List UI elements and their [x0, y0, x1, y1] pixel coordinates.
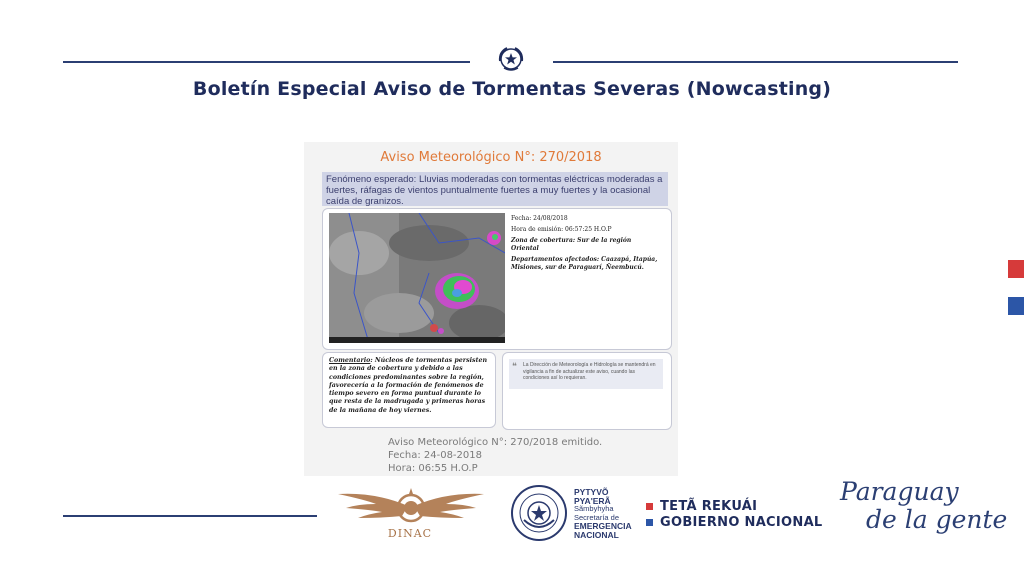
bulletin-departamentos: Departamentos afectados: Caazapá, Itapúa, Misiones, sur de Paraguarí, Ñeembucú.	[511, 256, 658, 271]
header-rule-right	[553, 61, 958, 63]
gobierno-nacional-text: GOBIERNO NACIONAL	[660, 515, 823, 530]
bulletin-footer-line2: Fecha: 24-08-2018	[388, 450, 482, 461]
header-rule-left	[63, 61, 470, 63]
satellite-map	[329, 213, 505, 343]
sen-line2: PYA'ERÃ	[574, 495, 611, 506]
sen-line1: PYTYVÕ	[574, 487, 609, 497]
bulletin-footer-line1: Aviso Meteorológico N°: 270/2018 emitido.	[388, 437, 603, 448]
quote-icon: ❝	[512, 361, 517, 371]
bulletin-note: La Dirección de Meteorología e Hidrología se mantendrá en vigilancia a fin de actualizar este aviso, cuando las condiciones así lo requieran.	[509, 359, 663, 389]
bulletin-hora-emision: Hora de emisión: 06:57:25 H.O.P	[511, 226, 612, 233]
bulletin-comment-text: : Núcleos de tormentas persisten en la zona de cobertura y debido a las condiciones predominantes sobre la región, favorecería a la formación de fenómenos de tiempo severo en forma puntual durante lo que resta de la madrugada y primeras horas de la mañana de hoy viernes.	[329, 357, 488, 414]
bulletin-footer	[388, 436, 602, 475]
sen-line6: NACIONAL	[574, 529, 619, 540]
sen-line5: EMERGENCIA	[574, 521, 632, 532]
bulletin-main-panel	[322, 208, 672, 350]
bulletin-zona: Zona de cobertura: Sur de la región Oriental	[511, 237, 632, 252]
bulletin-info	[511, 215, 661, 275]
footer-rule-left	[63, 515, 317, 517]
red-square-icon	[646, 503, 653, 510]
paraguay-line2: de la gente	[866, 505, 1008, 534]
bulletin-image	[304, 142, 678, 476]
star-seal-icon	[496, 44, 526, 74]
dinac-text: DINAC	[387, 527, 433, 540]
page-title: Boletín Especial Aviso de Tormentas Severas (Nowcasting)	[192, 78, 832, 100]
bulletin-comment	[322, 352, 496, 428]
paraguay-line1: Paraguay	[840, 477, 959, 506]
bulletin-fenomeno: Fenómeno esperado: Lluvias moderadas con tormentas eléctricas moderadas a fuertes, ráfagas de vientos puntualmente fuertes a muy fuertes y la ocasional caída de granizos.	[322, 172, 668, 206]
bulletin-footer-line3: Hora: 06:55 H.O.P	[388, 463, 478, 474]
blue-square-icon	[646, 519, 653, 526]
side-marker-red	[1008, 260, 1024, 278]
bulletin-fecha: Fecha: 24/08/2018	[511, 215, 568, 222]
bulletin-comment-label: Comentario	[329, 357, 371, 364]
sen-text	[574, 488, 644, 540]
republic-seal-icon	[510, 484, 568, 542]
sen-line3: Sãmbyhyha	[574, 504, 614, 514]
paraguay-de-la-gente-logo	[840, 478, 1007, 534]
teta-rekuai-text: TETÃ REKUÁI	[660, 499, 758, 514]
bulletin-note-panel	[502, 352, 672, 430]
sen-line4: Secretaría de	[574, 512, 620, 522]
side-marker-blue	[1008, 297, 1024, 315]
bulletin-title: Aviso Meteorológico N°: 270/2018	[380, 150, 602, 165]
